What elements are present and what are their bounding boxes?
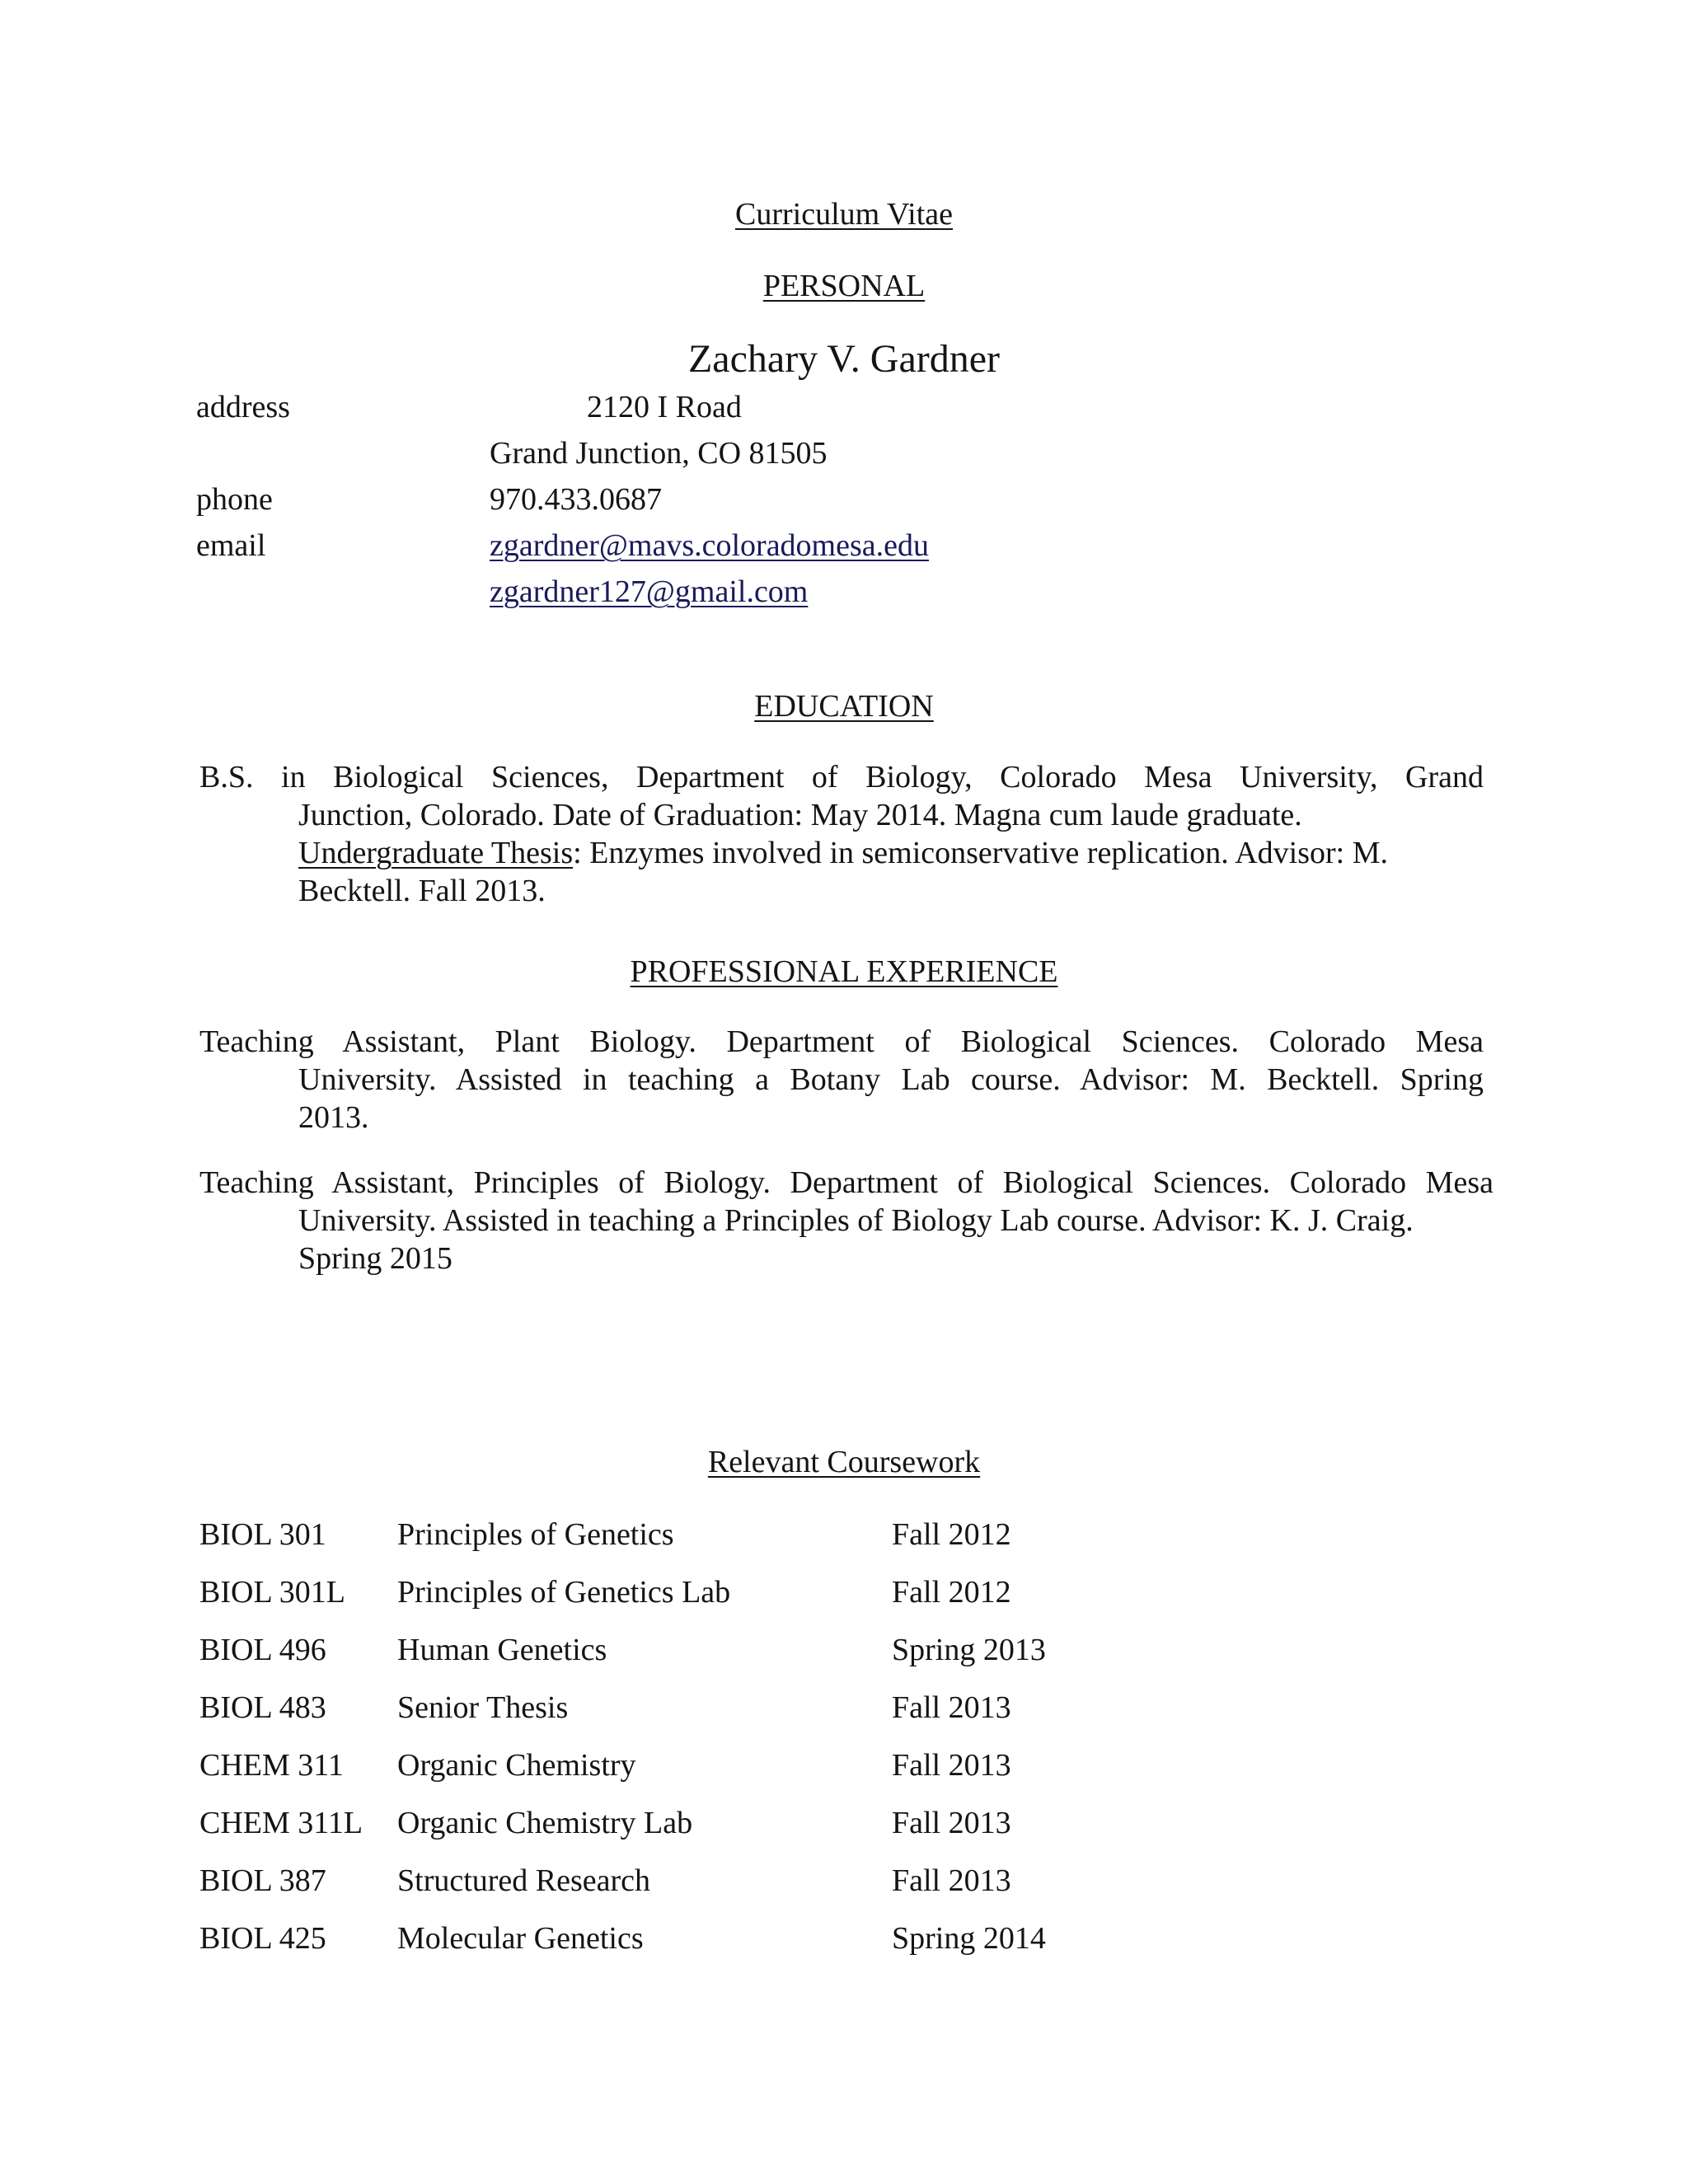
course-title: Molecular Genetics	[397, 1921, 644, 1956]
course-code: BIOL 496	[199, 1633, 326, 1667]
course-code: CHEM 311L	[199, 1806, 363, 1840]
education-heading: EDUCATION	[754, 689, 934, 724]
course-term: Fall 2012	[892, 1575, 1011, 1610]
course-title: Structured Research	[397, 1863, 651, 1898]
education-line-2: Junction, Colorado. Date of Graduation: May 2014. Magna cum laude graduate.	[298, 798, 1302, 832]
experience-entry	[199, 1023, 1484, 1137]
phone-label: phone	[196, 482, 273, 517]
course-code: BIOL 301L	[199, 1575, 345, 1610]
thesis-detail: : Enzymes involved in semiconservative replication. Advisor: M.	[573, 836, 1388, 870]
education-line-1: B.S. in Biological Sciences, Department of Biology, Colorado Mesa University, Grand	[199, 760, 1484, 794]
person-name: Zachary V. Gardner	[687, 337, 1001, 381]
course-term: Spring 2013	[892, 1633, 1046, 1667]
course-code: BIOL 425	[199, 1921, 326, 1956]
course-term: Spring 2014	[892, 1921, 1046, 1956]
coursework-heading: Relevant Coursework	[707, 1445, 981, 1479]
course-title: Human Genetics	[397, 1633, 607, 1667]
course-title: Senior Thesis	[397, 1690, 569, 1725]
course-term: Fall 2013	[892, 1690, 1011, 1725]
personal-heading: PERSONAL	[762, 269, 926, 303]
course-title: Principles of Genetics Lab	[397, 1575, 731, 1610]
experience-entry-line-1: Teaching Assistant, Principles of Biology. Department of Biological Sciences. Colorado Mesa	[199, 1165, 1493, 1200]
address-line-2: Grand Junction, CO 81505	[490, 436, 828, 471]
education-line-4: Becktell. Fall 2013.	[298, 874, 546, 908]
document-title: Curriculum Vitae	[734, 197, 953, 232]
experience-entry-line-2: University. Assisted in teaching a Principles of Biology Lab course. Advisor: K. J. Craig.	[298, 1203, 1414, 1238]
experience-entry	[199, 1164, 1493, 1277]
experience-entry-line-3: 2013.	[298, 1100, 369, 1135]
thesis-label: Undergraduate Thesis	[298, 836, 574, 870]
experience-heading: PROFESSIONAL EXPERIENCE	[630, 954, 1058, 989]
email-label: email	[196, 528, 266, 563]
course-title: Organic Chemistry	[397, 1748, 636, 1783]
course-title: Organic Chemistry Lab	[397, 1806, 693, 1840]
education-line-3	[199, 834, 1615, 872]
experience-entry-line-1: Teaching Assistant, Plant Biology. Department of Biological Sciences. Colorado Mesa	[199, 1024, 1484, 1059]
phone-number: 970.433.0687	[490, 482, 662, 517]
experience-entry-line-3: Spring 2015	[298, 1241, 452, 1276]
education-entry	[199, 758, 1484, 910]
email-link-secondary[interactable]: zgardner127@gmail.com	[490, 574, 809, 609]
course-title: Principles of Genetics	[397, 1517, 674, 1552]
address-line-1: 2120 I Road	[587, 390, 742, 424]
course-term: Fall 2012	[892, 1517, 1011, 1552]
course-code: BIOL 301	[199, 1517, 326, 1552]
course-term: Fall 2013	[892, 1863, 1011, 1898]
course-code: CHEM 311	[199, 1748, 344, 1783]
course-code: BIOL 483	[199, 1690, 326, 1725]
course-term: Fall 2013	[892, 1806, 1011, 1840]
course-code: BIOL 387	[199, 1863, 326, 1898]
experience-entry-line-2: University. Assisted in teaching a Botany Lab course. Advisor: M. Becktell. Spring	[298, 1062, 1484, 1097]
email-link-primary[interactable]: zgardner@mavs.coloradomesa.edu	[490, 528, 930, 563]
course-term: Fall 2013	[892, 1748, 1011, 1783]
address-label: address	[196, 390, 290, 424]
